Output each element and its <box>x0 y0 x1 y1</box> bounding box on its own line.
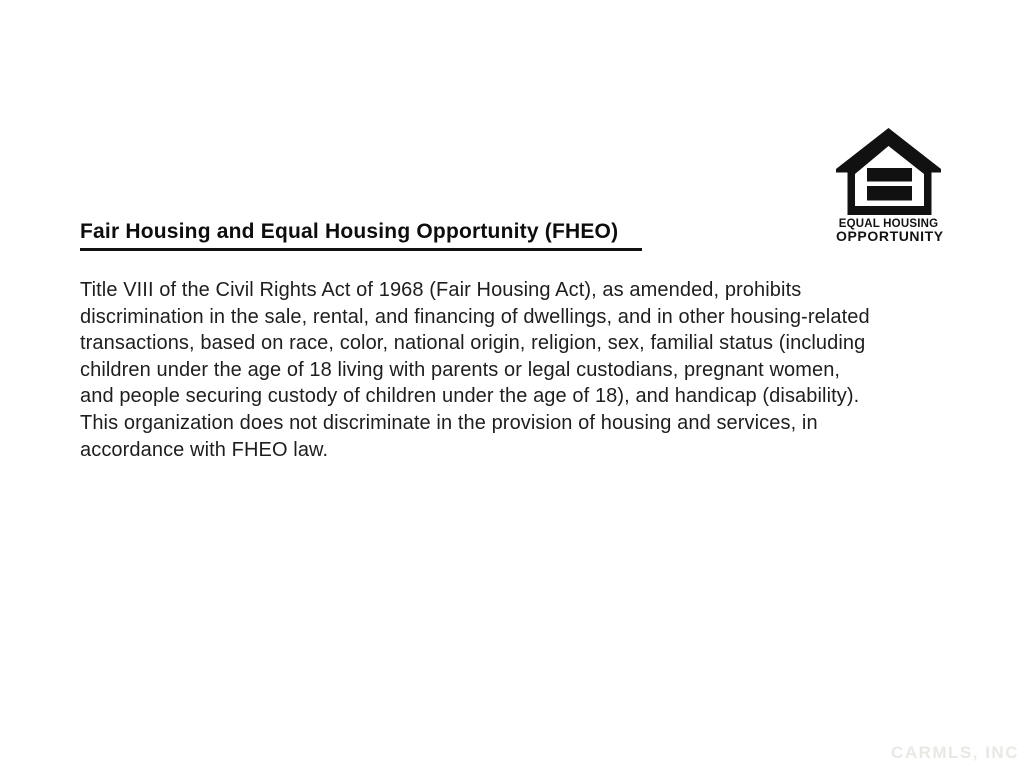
equal-housing-opportunity-logo <box>836 128 944 244</box>
body-line: Title VIII of the Civil Rights Act of 1968 (Fair Housing Act), as amended, prohibits <box>80 279 802 301</box>
document-body-paragraph <box>80 277 870 463</box>
body-line: accordance with FHEO law. <box>80 438 329 461</box>
eho-logo-text-line1: EQUAL HOUSING <box>838 218 939 230</box>
body-line: discrimination in the sale, rental, and financing of dwellings, and in other housing-related <box>80 305 870 328</box>
body-line: This organization does not discriminate in the provision of housing and services, in <box>80 411 818 434</box>
equal-housing-house-icon <box>836 128 941 215</box>
eho-logo-text-line2: OPPORTUNITY <box>836 228 944 244</box>
document-heading: Fair Housing and Equal Housing Opportunity (FHEO) <box>80 220 642 251</box>
body-line: transactions, based on race, color, national origin, religion, sex, familial status (including <box>80 332 866 355</box>
body-line: and people securing custody of children under the age of 18), and handicap (disability). <box>80 385 860 408</box>
watermark-carmls: CARMLS, INC <box>891 743 1019 762</box>
body-line: children under the age of 18 living with parents or legal custodians, pregnant women, <box>80 358 841 381</box>
